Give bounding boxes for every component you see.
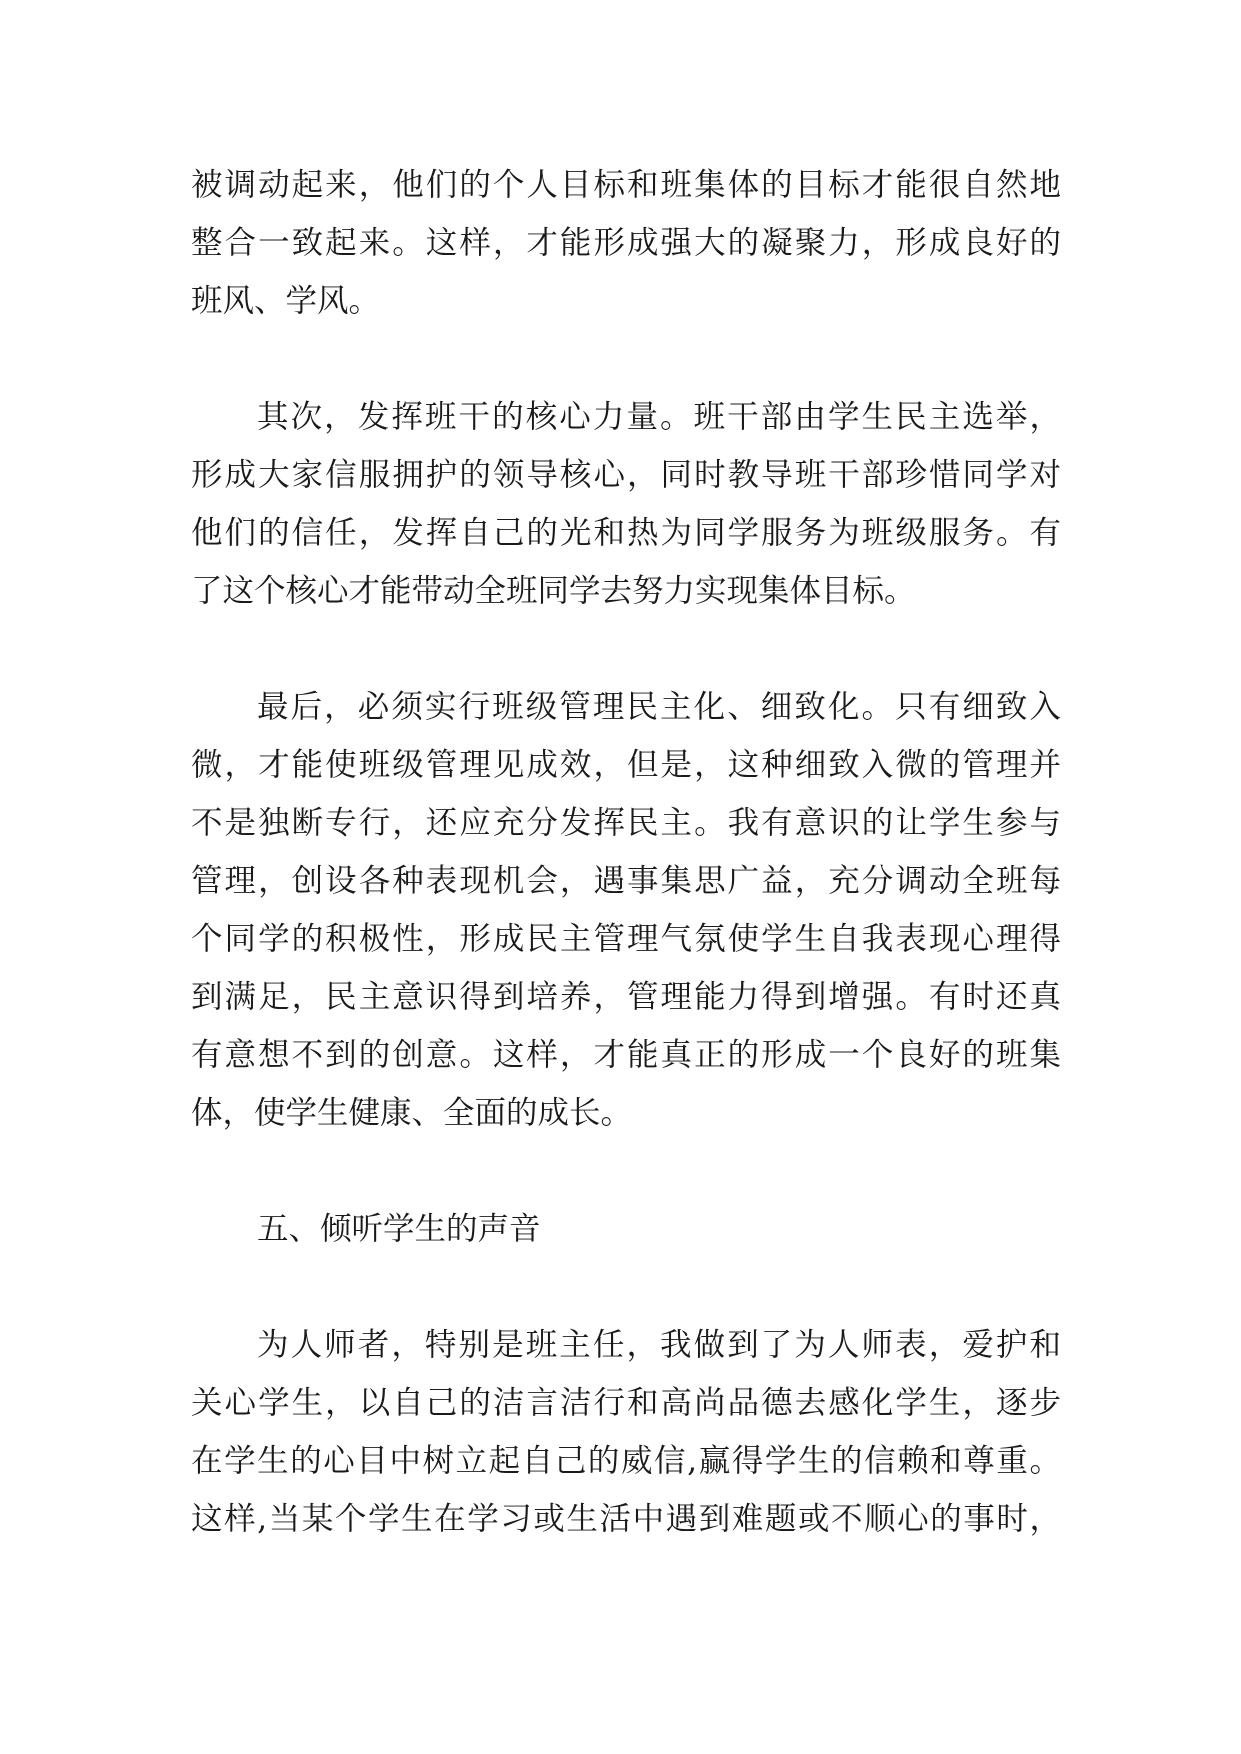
paragraph-1-line-2: 整合一致起来。这样，才能形成强大的凝聚力，形成良好的 <box>191 225 1061 261</box>
paragraph-3-line-7: 有意想不到的创意。这样，才能真正的形成一个良好的班集 <box>191 1037 1061 1073</box>
paragraph-2-line-1: 其次，发挥班干的核心力量。班干部由学生民主选举， <box>257 399 1061 435</box>
paragraph-3-line-5: 个同学的积极性，形成民主管理气氛使学生自我表现心理得 <box>191 921 1061 957</box>
paragraph-2-line-4: 了这个核心才能带动全班同学去努力实现集体目标。 <box>191 573 916 609</box>
section-heading: 五、倾听学生的声音 <box>257 1211 541 1247</box>
paragraph-5-line-2: 关心学生，以自己的洁言洁行和高尚品德去感化学生，逐步 <box>191 1385 1061 1421</box>
paragraph-3-line-1: 最后，必须实行班级管理民主化、细致化。只有细致入 <box>257 689 1061 725</box>
paragraph-1-line-3: 班风、学风。 <box>191 283 381 319</box>
paragraph-1-line-1: 被调动起来，他们的个人目标和班集体的目标才能很自然地 <box>191 167 1061 203</box>
paragraph-5-line-4: 这样,当某个学生在学习或生活中遇到难题或不顺心的事时， <box>191 1501 1061 1537</box>
paragraph-3-line-4: 管理，创设各种表现机会，遇事集思广益，充分调动全班每 <box>191 863 1061 899</box>
paragraph-2-line-3: 他们的信任，发挥自己的光和热为同学服务为班级服务。有 <box>191 515 1061 551</box>
paragraph-3-line-6: 到满足，民主意识得到培养，管理能力得到增强。有时还真 <box>191 979 1061 1015</box>
paragraph-5-line-3: 在学生的心目中树立起自己的威信,赢得学生的信赖和尊重。 <box>191 1443 1061 1479</box>
paragraph-3-line-8: 体，使学生健康、全面的成长。 <box>191 1095 633 1131</box>
paragraph-2-line-2: 形成大家信服拥护的领导核心，同时教导班干部珍惜同学对 <box>191 457 1061 493</box>
paragraph-5-line-1: 为人师者，特别是班主任，我做到了为人师表，爱护和 <box>257 1327 1061 1363</box>
paragraph-3-line-3: 不是独断专行，还应充分发挥民主。我有意识的让学生参与 <box>191 805 1061 841</box>
paragraph-3-line-2: 微，才能使班级管理见成效，但是，这种细致入微的管理并 <box>191 747 1061 783</box>
